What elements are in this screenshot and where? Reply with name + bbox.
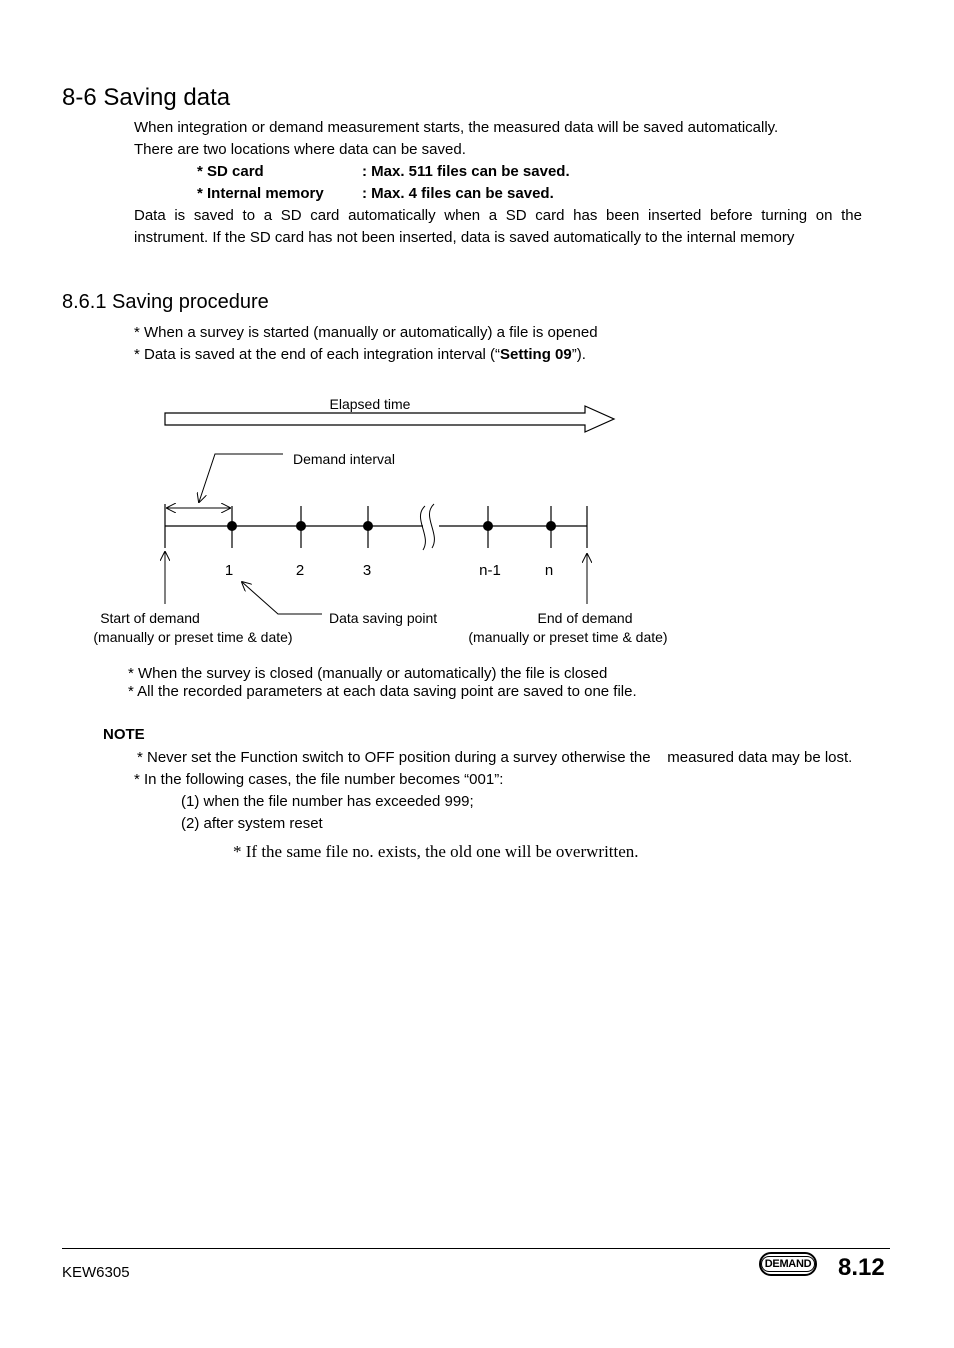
saving-point-leader <box>242 582 322 614</box>
bullet-survey-closed: * When the survey is closed (manually or automatically) the file is closed <box>128 665 608 682</box>
bullet-recorded-parameters: * All the recorded parameters at each data saving point are saved to one file. <box>128 683 637 700</box>
subsection-title: 8.6.1 Saving procedure <box>62 291 269 313</box>
location-sd-name: * SD card <box>197 163 264 180</box>
paragraph-line-1: Data is saved to a SD card automatically when a SD card has been inserted before turning on the <box>134 207 862 224</box>
intro-line-2: There are two locations where data can be saved. <box>134 141 466 158</box>
footer-divider <box>62 1248 890 1249</box>
section-title: 8-6 Saving data <box>62 84 231 111</box>
note-overwrite: * If the same file no. exists, the old one will be overwritten. <box>233 842 639 861</box>
note-case-1: (1) when the file number has exceeded 999; <box>181 793 474 810</box>
end-label: End of demand <box>537 610 633 626</box>
paragraph-line-2: instrument. If the SD card has not been inserted, data is saved automatically to the internal memory <box>134 229 795 246</box>
timeline-break-mark <box>420 506 425 550</box>
location-memory-desc: : Max. 4 files can be saved. <box>362 185 554 202</box>
saving-point-2 <box>296 506 306 548</box>
end-sub-label: (manually or preset time & date) <box>468 629 668 645</box>
bullet-survey-start: * When a survey is started (manually or automatically) a file is opened <box>134 324 598 341</box>
start-label: Start of demand <box>100 610 200 626</box>
bullet-data-saved-pre: * Data is saved at the end of each integration interval (“ <box>134 346 501 363</box>
location-memory-name: * Internal memory <box>197 185 324 202</box>
intro-line-1: When integration or demand measurement starts, the measured data will be saved automatically. <box>134 119 779 136</box>
note-heading: NOTE <box>103 726 145 743</box>
note-line-2: * In the following cases, the file number becomes “001”: <box>134 771 504 788</box>
tick-label-n-minus-1: n-1 <box>479 562 501 579</box>
tick-label-1: 1 <box>224 562 234 579</box>
note-case-2: (2) after system reset <box>181 815 323 832</box>
saving-point-label: Data saving point <box>329 610 438 626</box>
timeline-break-mark-2 <box>429 504 434 548</box>
demand-logo-text: DEMAND <box>761 1256 815 1272</box>
note-line-1: * Never set the Function switch to OFF position during a survey otherwise the measured data may be lost. <box>137 749 853 766</box>
saving-point-n <box>546 506 556 548</box>
setting-reference: Setting 09 <box>500 346 572 363</box>
demand-interval-label: Demand interval <box>293 451 395 467</box>
saving-point-3 <box>363 506 373 548</box>
elapsed-time-label: Elapsed time <box>329 396 411 412</box>
tick-label-2: 2 <box>295 562 305 579</box>
demand-logo <box>759 1252 817 1276</box>
saving-point-n-minus-1 <box>483 506 493 548</box>
page-number: 8.12 <box>838 1254 885 1281</box>
tick-label-3: 3 <box>362 562 372 579</box>
start-sub-label: (manually or preset time & date) <box>93 629 293 645</box>
footer-model: KEW6305 <box>62 1264 130 1281</box>
demand-interval-leader <box>199 454 283 502</box>
saving-point-1 <box>227 506 237 548</box>
location-sd-desc: : Max. 511 files can be saved. <box>362 163 570 180</box>
tick-label-n: n <box>544 562 554 579</box>
bullet-data-saved-post: ”). <box>571 346 586 363</box>
